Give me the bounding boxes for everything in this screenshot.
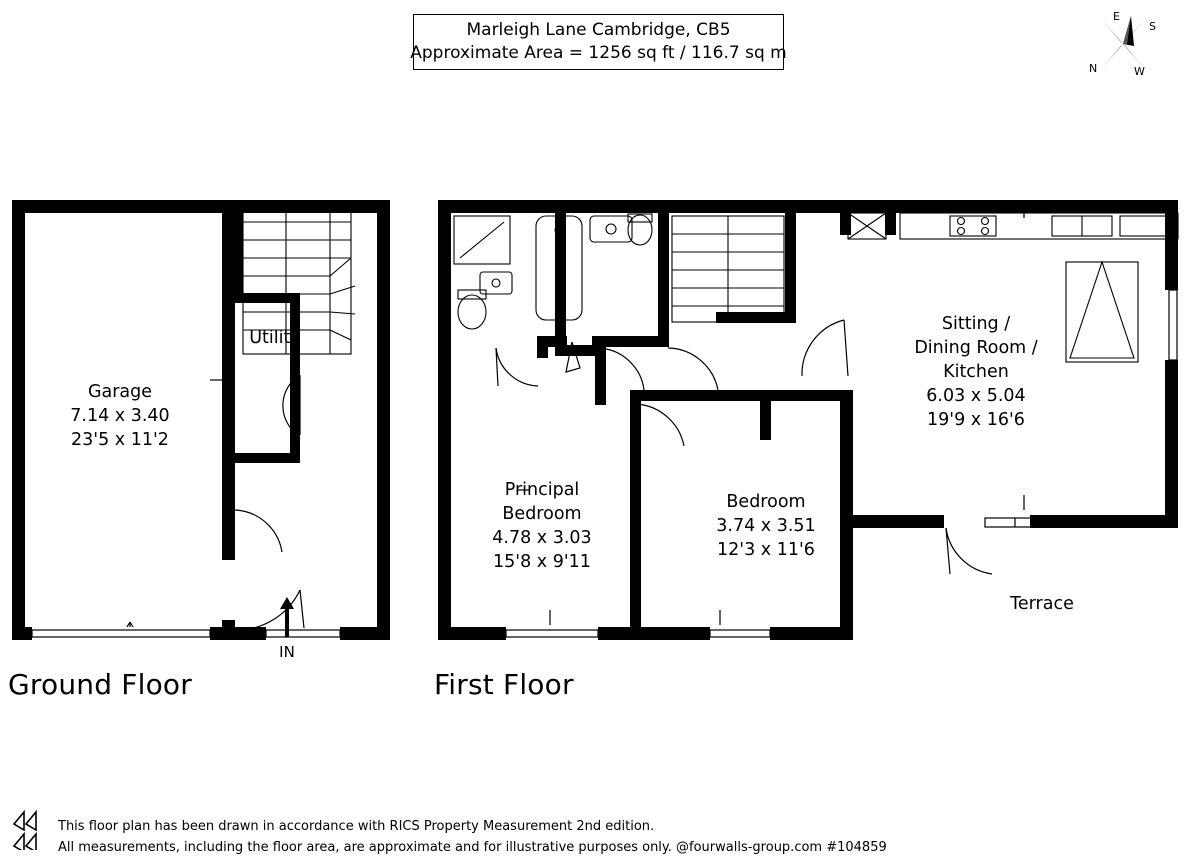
footer-disclaimer bbox=[58, 816, 887, 858]
floor-label-first: First Floor bbox=[434, 668, 574, 701]
compass-label-west: W bbox=[1134, 65, 1145, 78]
principal-bedroom-imperial: 15'8 x 9'11 bbox=[493, 552, 591, 572]
terrace-name: Terrace bbox=[1010, 594, 1074, 614]
sitting-metric: 6.03 x 5.04 bbox=[926, 386, 1026, 406]
garage-imperial: 23'5 x 11'2 bbox=[71, 430, 169, 450]
approximate-area: Approximate Area = 1256 sq ft / 116.7 sq m bbox=[410, 43, 787, 63]
compass-label-north: N bbox=[1089, 62, 1098, 75]
bedroom-imperial: 12'3 x 11'6 bbox=[717, 540, 815, 560]
compass-rose bbox=[1086, 8, 1160, 80]
bedroom-name: Bedroom bbox=[726, 492, 806, 512]
principal-bedroom-name-2: Bedroom bbox=[502, 504, 582, 524]
footer-line-2: All measurements, including the floor area, are approximate and for illustrative purposes only. @fourwalls-group.com #104859 bbox=[58, 840, 887, 855]
sitting-name-3: Kitchen bbox=[943, 362, 1009, 382]
utility-name: Utility bbox=[249, 328, 301, 348]
room-label-principal-bedroom bbox=[462, 478, 622, 574]
room-label-terrace bbox=[962, 592, 1122, 616]
fourwalls-logo-icon bbox=[10, 808, 48, 850]
entrance-label: IN bbox=[279, 643, 295, 661]
room-label-bedroom bbox=[686, 490, 846, 562]
garage-metric: 7.14 x 3.40 bbox=[70, 406, 170, 426]
room-label-utility bbox=[230, 326, 320, 350]
first-floor-plan bbox=[430, 190, 1190, 660]
floor-label-ground: Ground Floor bbox=[8, 668, 192, 701]
footer-line-1: This floor plan has been drawn in accordance with RICS Property Measurement 2nd edition. bbox=[58, 819, 655, 834]
sitting-imperial: 19'9 x 16'6 bbox=[927, 410, 1025, 430]
title-box bbox=[410, 14, 787, 70]
compass-label-south: S bbox=[1149, 20, 1156, 33]
principal-bedroom-name-1: Principal bbox=[504, 480, 580, 500]
entrance-marker bbox=[272, 593, 302, 663]
sitting-name-2: Dining Room / bbox=[914, 338, 1038, 358]
room-label-garage bbox=[30, 380, 210, 452]
room-label-sitting-dining-kitchen bbox=[890, 312, 1062, 432]
property-address: Marleigh Lane Cambridge, CB5 bbox=[466, 20, 731, 40]
bedroom-metric: 3.74 x 3.51 bbox=[716, 516, 816, 536]
principal-bedroom-metric: 4.78 x 3.03 bbox=[492, 528, 592, 548]
compass-label-east: E bbox=[1113, 10, 1120, 23]
garage-name: Garage bbox=[87, 382, 153, 402]
sitting-name-1: Sitting / bbox=[941, 314, 1011, 334]
